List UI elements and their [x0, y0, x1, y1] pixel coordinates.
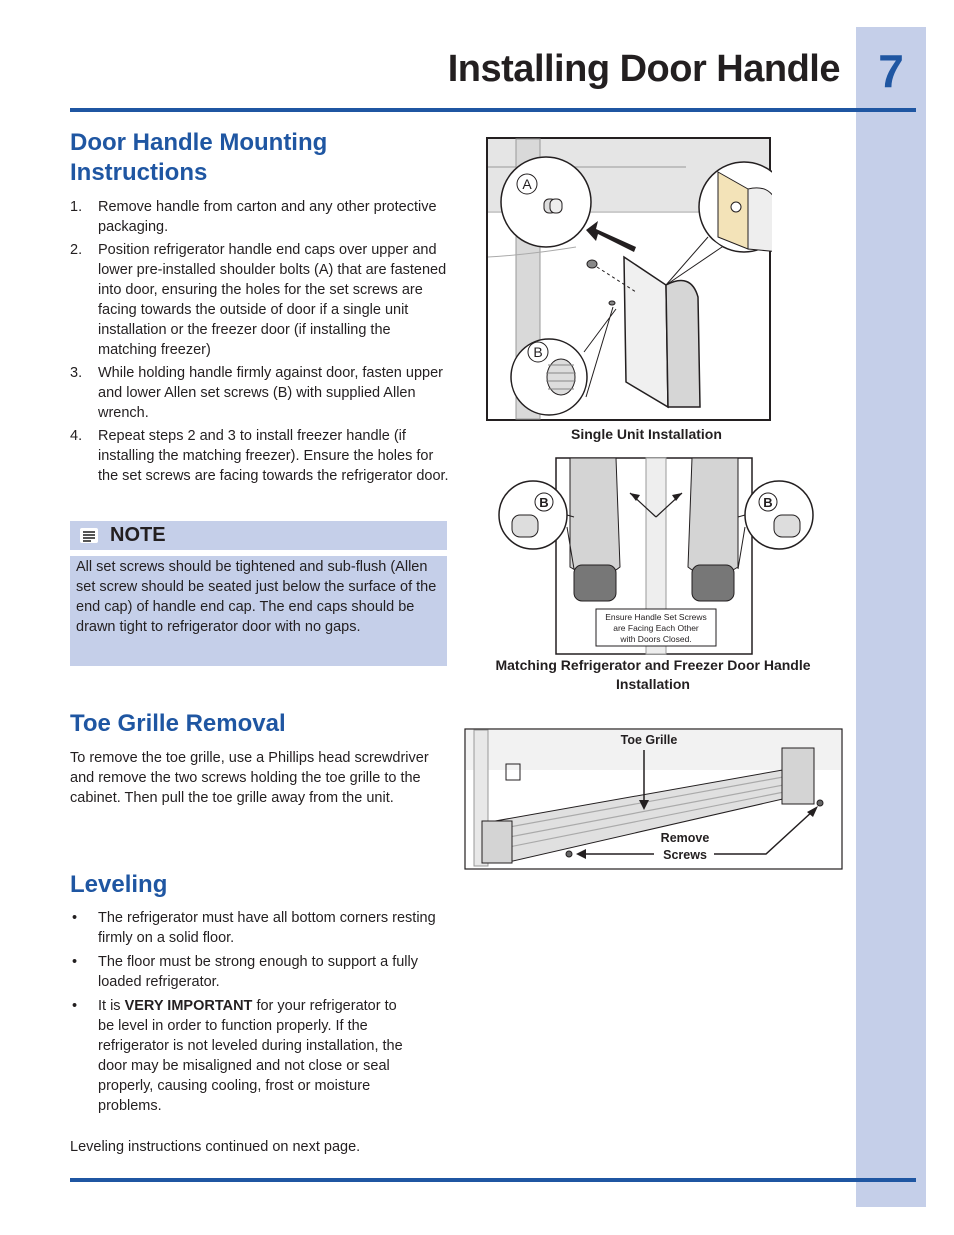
note-text: All set screws should be tightened and sub-flush (Allen set screw should be seated just below the surface of the end cap) of handle end cap. The end caps should be drawn tight to refrigerator door with no gaps.: [76, 559, 437, 635]
leveling-bullet-text: The refrigerator must have all bottom corners resting firmly on a solid floor.: [98, 910, 436, 946]
step-text: Position refrigerator handle end caps over upper and lower pre-installed shoulder bolts (A) that are fastened into door, ensuring the holes for the set screws are facing towards the outside of door if a single unit installation or the freezer door (if installing the matching freezer): [98, 242, 447, 358]
matching-note-line3: with Doors Closed.: [620, 634, 692, 644]
mounting-steps: [70, 197, 450, 489]
single-unit-illustration: [486, 137, 772, 423]
matching-caption: [470, 656, 836, 694]
leveling-bullet-prefix: It is: [98, 998, 125, 1014]
leveling-bullet: • The refrigerator must have all bottom corners resting firmly on a solid floor.: [72, 910, 436, 946]
step-number: 4.: [70, 428, 83, 444]
step-number: 1.: [70, 199, 83, 215]
leveling-bullet-text: The floor must be strong enough to support a fully loaded refrigerator.: [98, 954, 418, 990]
page-number: 7: [878, 45, 904, 97]
step-number: 3.: [70, 365, 83, 381]
note-icon: [80, 528, 98, 543]
toe-grille-label: Toe Grille: [620, 733, 678, 747]
page-title: Installing Door Handle: [447, 48, 840, 90]
leveling-footer: Leveling instructions continued on next page.: [70, 1139, 361, 1155]
toe-grille-heading: Toe Grille Removal: [70, 710, 286, 737]
callout-b-label: B: [533, 344, 543, 360]
toe-grille-text: To remove the toe grille, use a Phillips head screwdriver and remove the two screws holding the toe grille to the cabinet. Then pull the toe grille away from the unit.: [70, 750, 429, 806]
matching-caption-line2: Installation: [616, 676, 690, 692]
footer-rule: [70, 1178, 916, 1182]
step-number: 2.: [70, 242, 83, 258]
step-item: [70, 426, 450, 486]
step-item: [70, 197, 450, 237]
mounting-heading: [70, 128, 327, 188]
page-sidebar: [856, 27, 926, 1207]
matching-right-label: B: [763, 495, 773, 510]
leveling-bullet: • It is VERY IMPORTANT for your refrigerator to be level in order to function properly. If the refrigerator is not leveled during installation, the door may be misaligned and not close or seal properly, causing cooling, frost or moisture problems.: [72, 998, 403, 1114]
matching-doors-illustration: [498, 457, 814, 657]
toe-grille-illustration: [464, 728, 844, 871]
single-unit-caption: Single Unit Installation: [571, 426, 722, 442]
step-item: [70, 240, 450, 360]
note-title: NOTE: [110, 524, 166, 546]
remove-label: Remove: [660, 831, 710, 845]
matching-left-label: B: [539, 495, 549, 510]
matching-note-line2: are Facing Each Other: [613, 623, 699, 633]
mounting-heading-line1: Door Handle Mounting: [70, 129, 328, 156]
leveling-heading: Leveling: [70, 871, 168, 898]
step-text: While holding handle firmly against door, fasten upper and lower Allen set screws (B) with supplied Allen wrench.: [98, 365, 443, 421]
step-item: [70, 363, 450, 423]
step-text: Repeat steps 2 and 3 to install freezer handle (if installing the matching freezer). Ensure the holes for the set screws are facing towards the refrigerator door.: [98, 428, 449, 484]
callout-a-label: A: [522, 176, 532, 192]
matching-note-line1: Ensure Handle Set Screws: [605, 612, 707, 622]
mounting-heading-line2: Instructions: [70, 159, 208, 186]
step-text: Remove handle from carton and any other protective packaging.: [98, 199, 437, 235]
leveling-emphasis: VERY IMPORTANT: [124, 998, 253, 1014]
note-body: [70, 556, 447, 666]
leveling-bullet-suffix: for your refrigerator to be level in order to function properly. If the refrigerator is not leveled during installation, the door may be misaligned and not close or seal properly, causing cooling, frost or moisture problems.: [98, 998, 403, 1114]
leveling-bullets: [70, 908, 450, 1120]
header-rule: [70, 108, 916, 112]
leveling-bullet: • The floor must be strong enough to support a fully loaded refrigerator.: [72, 954, 418, 990]
screws-label: Screws: [663, 848, 707, 862]
matching-caption-line1: Matching Refrigerator and Freezer Door Handle: [495, 657, 811, 673]
note-header: [70, 521, 447, 550]
